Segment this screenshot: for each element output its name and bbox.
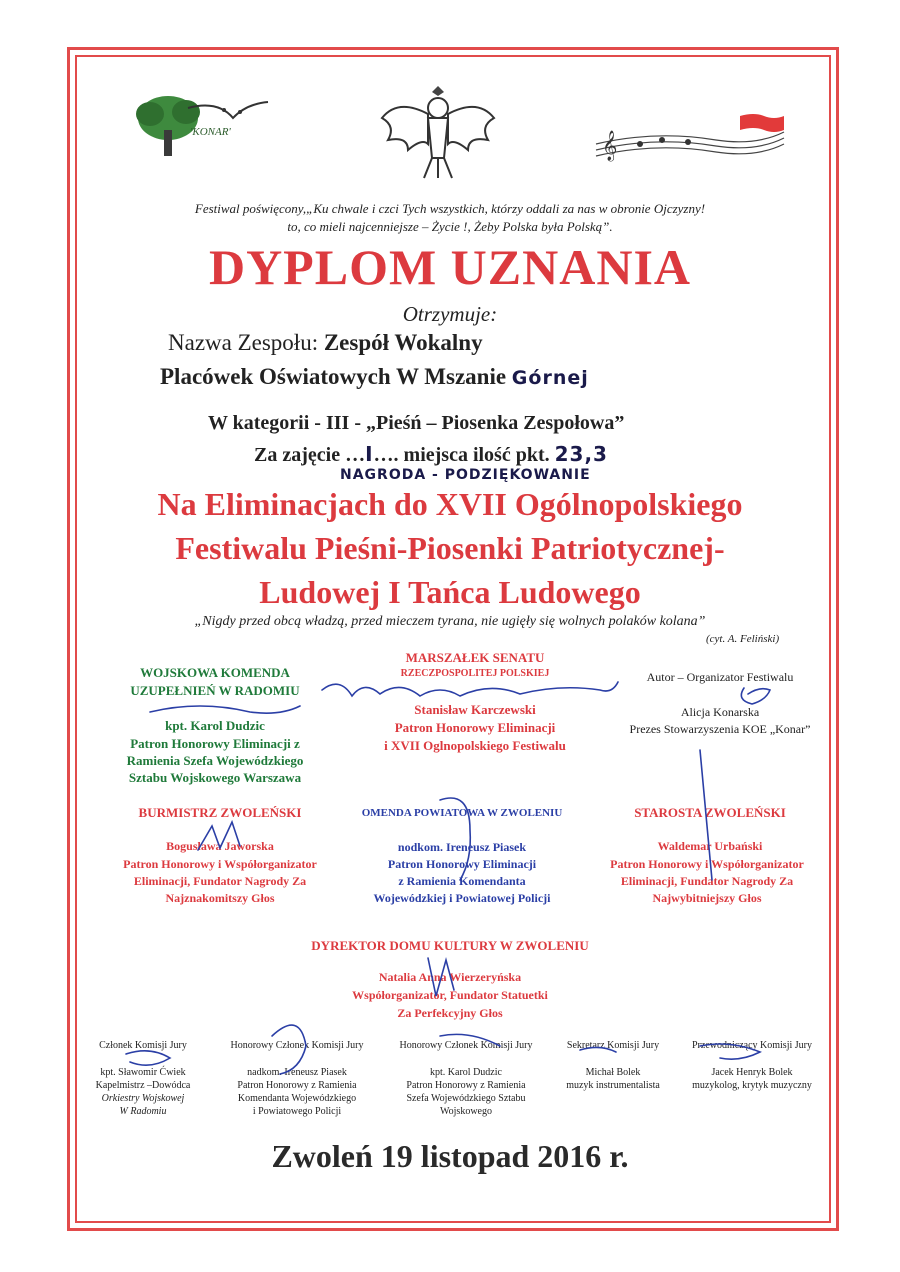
jury-3-line-3: Szefa Wojewódzkiego Sztabu xyxy=(406,1093,526,1104)
starost-role-3: Najwybitniejszy Głos xyxy=(652,891,762,905)
jury-3-line-2: Patron Honorowy z Ramienia xyxy=(406,1080,526,1091)
signature-jury-2 xyxy=(272,1025,306,1074)
mayor-title: BURMISTRZ ZWOLEŃSKI xyxy=(138,805,302,820)
signature-konarska xyxy=(741,688,770,704)
senate-title-1: MARSZAŁEK SENATU xyxy=(405,650,545,665)
team-name-value-2: Placówek Oświatowych W Mszanie xyxy=(160,364,512,389)
mayor-role-3: Najznakomitszy Głos xyxy=(165,891,275,905)
signature-senate xyxy=(322,682,618,696)
jury-2-line-1: nadkom. Ireneusz Piasek xyxy=(247,1067,347,1078)
mayor-name: Bogusława Jaworska xyxy=(166,839,274,853)
senate-role-2: i XVII Oglnopolskiego Festiwalu xyxy=(384,738,566,753)
team-name-value-1: Zespół Wokalny xyxy=(323,330,483,355)
author-role: Prezes Stowarzyszenia KOE „Konar” xyxy=(629,722,811,736)
police-role-2: z Ramienia Komendanta xyxy=(398,874,526,888)
event-line-3: Ludowej I Tańca Ludowego xyxy=(259,574,641,610)
jury-5-line-1: Jacek Henryk Bolek xyxy=(711,1067,793,1078)
place-date-footer: Zwoleń 19 listopad 2016 r. xyxy=(271,1138,629,1174)
svg-text:𝄞: 𝄞 xyxy=(602,131,618,161)
team-name-label: Nazwa Zespołu: xyxy=(168,330,324,355)
signature-jury-3 xyxy=(440,1034,500,1046)
jury-4-title: Sekretarz Komisji Jury xyxy=(566,1040,660,1051)
jury-2-line-2: Patron Honorowy z Ramienia xyxy=(237,1080,357,1091)
award-handwritten: NAGRODA - PODZIĘKOWANIE xyxy=(340,467,591,483)
culture-role-2: Za Perfekcyjny Głos xyxy=(397,1006,503,1020)
dedication-line-1: Festiwal poświęcony,„Ku chwale i czci Tych wszystkich, którzy oddali za nas w obronie Ojczyzny! xyxy=(194,201,706,216)
dedication-line-2: to, co mieli najcenniejsze – Życie !, Żeby Polska była Polską”. xyxy=(287,219,613,234)
quote-author: (cyt. A. Feliński) xyxy=(706,633,780,645)
police-role-3: Wojewódzkiej i Powiatowej Policji xyxy=(373,891,551,905)
culture-title: DYREKTOR DOMU KULTURY W ZWOLENIU xyxy=(311,938,589,953)
army-role-1: Patron Honorowy Eliminacji z xyxy=(130,736,300,751)
army-role-3: Sztabu Wojskowego Warszawa xyxy=(128,770,302,785)
category-value: - „Pieśń – Piosenka Zespołowa” xyxy=(349,412,625,434)
points-handwritten: 23,3 xyxy=(554,442,608,466)
senate-title-2: RZECZPOSPOLITEJ POLSKIEJ xyxy=(400,668,550,679)
culture-name: Natalia Anna Wierzeryńska xyxy=(378,970,522,984)
mayor-role-2: Eliminacji, Fundator Nagrody Za xyxy=(133,874,307,888)
signature-starost xyxy=(700,750,712,880)
army-title-1: WOJSKOWA KOMENDA xyxy=(140,665,290,680)
army-title-2: UZUPEŁNIEŃ W RADOMIU xyxy=(130,683,300,698)
signature-army xyxy=(150,706,300,713)
konar-logo-text: 'KONAR' xyxy=(190,126,231,138)
jury-5-title: Przewodniczący Komisji Jury xyxy=(692,1040,812,1051)
senate-role-1: Patron Honorowy Eliminacji xyxy=(394,720,556,735)
jury-1-line-4: W Radomiu xyxy=(119,1106,167,1117)
jury-4-line-2: muzyk instrumentalista xyxy=(566,1080,660,1091)
author-name: Alicja Konarska xyxy=(680,705,760,719)
police-role-1: Patron Honorowy Eliminacji xyxy=(387,857,537,871)
event-line-2: Festiwalu Pieśni-Piosenki Patriotycznej- xyxy=(175,530,725,566)
place-prefix: Za zajęcie … xyxy=(254,444,366,466)
category-label: W kategorii - xyxy=(208,412,326,434)
diploma-title: DYPLOM UZNANIA xyxy=(208,239,692,295)
team-name-handwritten: Górnej xyxy=(511,367,589,389)
jury-1-line-3: Orkiestry Wojskowej xyxy=(101,1093,185,1104)
jury-1-title: Członek Komisji Jury xyxy=(99,1040,187,1051)
jury-2-line-4: i Powiatowego Policji xyxy=(252,1106,342,1117)
quote-text: „Nigdy przed obcą władzą, przed mieczem tyrana, nie ugięły się wolnych polaków kolana” xyxy=(194,614,706,629)
starost-title: STAROSTA ZWOLEŃSKI xyxy=(634,805,786,820)
starost-name: Waldemar Urbański xyxy=(657,839,763,853)
culture-role-1: Współorganizator, Fundator Statuetki xyxy=(352,988,548,1002)
police-title: OMENDA POWIATOWA W ZWOLENIU xyxy=(361,807,563,819)
signature-jury-5 xyxy=(700,1044,760,1059)
signature-jury-4 xyxy=(580,1047,616,1052)
army-name: kpt. Karol Dudzic xyxy=(165,718,265,733)
police-name: nodkom. Ireneusz Piasek xyxy=(397,840,527,854)
author-title: Autor – Organizator Festiwalu xyxy=(646,670,794,684)
signature-jury-1 xyxy=(126,1051,170,1065)
event-line-1: Na Eliminacjach do XVII Ogólnopolskiego xyxy=(157,486,743,522)
receives-label: Otrzymuje: xyxy=(402,302,498,326)
starost-role-1: Patron Honorowy i Współorganizator xyxy=(610,857,804,871)
signature-mayor xyxy=(198,822,240,850)
senate-name: Stanisław Karczewski xyxy=(414,702,536,717)
jury-3-line-4: Wojskowego xyxy=(440,1106,492,1117)
army-role-2: Ramienia Szefa Wojewódzkiego xyxy=(126,753,304,768)
place-mid: …. miejsca ilość pkt. xyxy=(373,444,555,466)
place-handwritten: I xyxy=(365,442,374,466)
jury-3-title: Honorowy Członek Komisji Jury xyxy=(399,1040,533,1051)
signature-culture xyxy=(428,958,454,996)
jury-2-title: Honorowy Członek Komisji Jury xyxy=(230,1040,364,1051)
signature-police xyxy=(440,798,470,880)
jury-4-line-1: Michał Bolek xyxy=(585,1067,641,1078)
starost-role-2: Eliminacji, Fundator Nagrody Za xyxy=(620,874,794,888)
jury-3-line-1: kpt. Karol Dudzic xyxy=(430,1067,502,1078)
jury-2-line-3: Komendanta Wojewódzkiego xyxy=(237,1093,357,1104)
mayor-role-1: Patron Honorowy i Współorganizator xyxy=(123,857,317,871)
jury-5-line-2: muzykolog, krytyk muzyczny xyxy=(692,1080,812,1091)
category-roman: III xyxy=(325,412,350,434)
jury-1-line-2: Kapelmistrz –Dowódca xyxy=(95,1080,191,1091)
jury-1-line-1: kpt. Sławomir Ćwiek xyxy=(100,1067,186,1078)
